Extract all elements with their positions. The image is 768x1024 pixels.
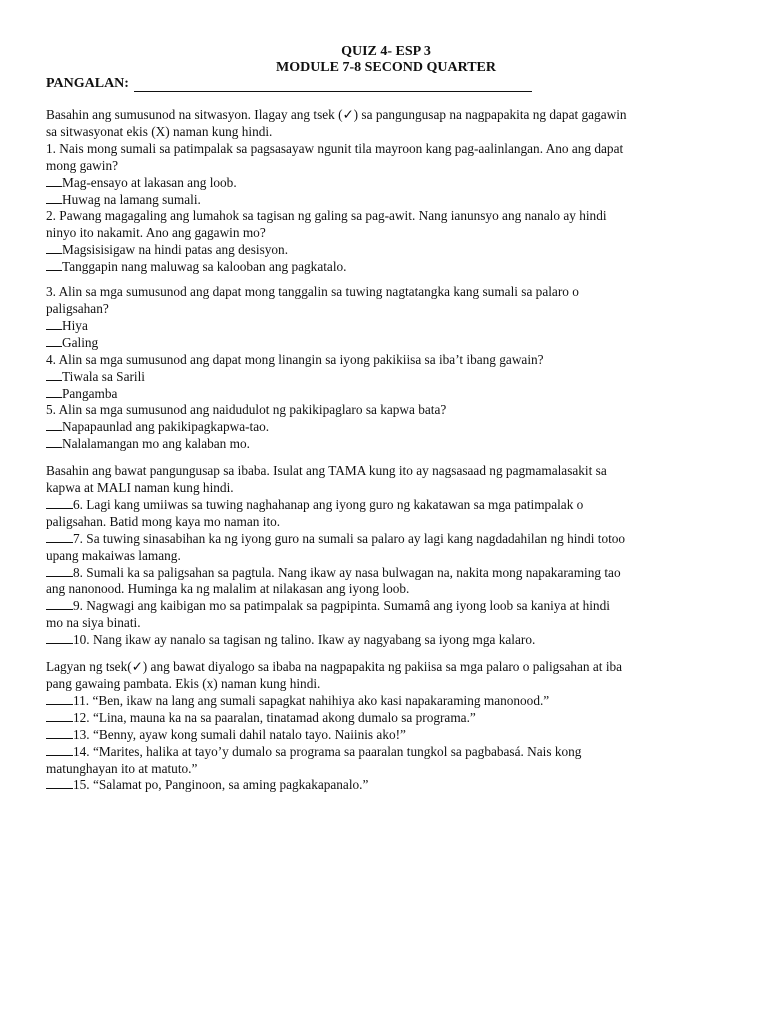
option-text: Hiya (62, 317, 88, 333)
part4-section (46, 659, 726, 794)
option-text: Tanggapin nang maluwag sa kalooban ang pagkatalo. (62, 259, 347, 275)
question-text: 13. “Benny, ayaw kong sumali dahil natalo tayo. Naiinis ako!” (73, 726, 406, 742)
question-4: 4. Alin sa mga sumusunod ang dapat mong linangin sa iyong pakikiisa sa iba’t ibang gawain? (46, 351, 544, 367)
part3-instructions-cont: kapwa at MALI naman kung hindi. (46, 480, 234, 496)
question-14 (46, 744, 726, 761)
question-8 (46, 565, 726, 582)
question-text: 15. “Salamat po, Panginoon, sa aming pagkakapanalo.” (73, 777, 369, 793)
question-5: 5. Alin sa mga sumusunod ang naidudulot ng pakikipaglaro sa kapwa bata? (46, 402, 447, 418)
q5-option-2 (46, 436, 726, 453)
name-row (46, 76, 726, 92)
answer-blank (46, 710, 73, 722)
answer-blank (46, 175, 62, 187)
option-text: Nalalamangan mo ang kalaban mo. (62, 436, 250, 452)
q3-option-1 (46, 318, 726, 335)
answer-blank (46, 744, 73, 756)
question-6-cont: paligsahan. Batid mong kaya mo naman ito. (46, 513, 281, 529)
question-text: 8. Sumali ka sa paligsahan sa pagtula. Nang ikaw ay nasa bulwagan na, nakita mong napakaraming tao (73, 564, 621, 580)
option-text: Mag-ensayo at lakasan ang loob. (62, 174, 237, 190)
q2-option-2 (46, 259, 726, 276)
quiz-subtitle: MODULE 7-8 SECOND QUARTER (275, 60, 497, 75)
name-blank-line (134, 78, 532, 92)
question-9 (46, 598, 726, 615)
question-1-cont: mong gawin? (46, 157, 119, 173)
q1-option-1 (46, 175, 726, 192)
question-6 (46, 497, 726, 514)
question-14-cont: matunghayan ito at matuto.” (46, 760, 198, 776)
question-10 (46, 632, 726, 649)
answer-blank (46, 242, 62, 254)
question-3-cont: paligsahan? (46, 300, 109, 316)
q1-option-2 (46, 192, 726, 209)
answer-blank (46, 727, 73, 739)
option-text: Huwag na lamang sumali. (62, 191, 201, 207)
part2-section (46, 284, 726, 453)
question-text: 6. Lagi kang umiiwas sa tuwing naghahanap ang iyong guro ng kakatawan sa mga patimpalak o (73, 496, 584, 512)
answer-blank (46, 531, 73, 543)
option-text: Magsisisigaw na hindi patas ang desisyon. (62, 242, 289, 258)
part3-section (46, 463, 726, 649)
quiz-header (46, 44, 726, 76)
answer-blank (46, 497, 73, 509)
question-text: 7. Sa tuwing sinasabihan ka ng iyong guro na sumali sa palaro ay lagi kang nagdadahilan ng hindi totoo (73, 530, 626, 546)
q5-option-1 (46, 419, 726, 436)
question-text: 12. “Lina, mauna ka na sa paaralan, tinatamad akong dumalo sa programa.” (73, 709, 476, 725)
answer-blank (46, 565, 73, 577)
question-12 (46, 710, 726, 727)
question-1: 1. Nais mong sumali sa patimpalak sa pagsasayaw ngunit tila mayroon kang pag-aalinlangan. Ano ang dapat (46, 140, 624, 156)
option-text: Napapaunlad ang pakikipagkapwa-tao. (62, 419, 270, 435)
part1-instructions: Basahin ang sumusunod na sitwasyon. Ilagay ang tsek (✓) sa pangungusap na nagpapakita ng dapat gagawin (46, 107, 627, 122)
part1-section (46, 107, 726, 276)
question-text: 14. “Marites, halika at tayo’y dumalo sa programa sa paaralan tungkol sa pagbabasá. Nais kong (73, 743, 582, 759)
answer-blank (46, 369, 62, 381)
q4-option-2 (46, 386, 726, 403)
q2-option-1 (46, 242, 726, 259)
question-text: 11. “Ben, ikaw na lang ang sumali sapagkat nahihiya ako kasi napakaraming manonood.” (73, 692, 550, 708)
answer-blank (46, 419, 62, 431)
part3-instructions: Basahin ang bawat pangungusap sa ibaba. Isulat ang TAMA kung ito ay nagsasaad ng pagmamalasakit sa (46, 463, 607, 479)
question-8-cont: ang nanonood. Huminga ka ng malalim at nilakasan ang iyong loob. (46, 581, 410, 597)
question-text: 10. Nang ikaw ay nanalo sa tagisan ng talino. Ikaw ay nagyabang sa iyong mga kalaro. (73, 632, 536, 648)
option-text: Galing (62, 334, 99, 350)
answer-blank (46, 777, 73, 789)
question-2: 2. Pawang magagaling ang lumahok sa tagisan ng galing sa pag-awit. Nang ianunsyo ang nanalo ay hindi (46, 208, 607, 224)
answer-blank (46, 259, 62, 271)
answer-blank (46, 318, 62, 330)
part4-instructions-cont: pang gawaing pambata. Ekis (x) naman kung hindi. (46, 676, 321, 691)
question-2-cont: ninyo ito nakamit. Ano ang gagawin mo? (46, 225, 266, 241)
question-7-cont: upang makaiwas lamang. (46, 547, 181, 563)
question-7 (46, 531, 726, 548)
part1-instructions-cont: sa sitwasyonat ekis (X) naman kung hindi. (46, 123, 273, 139)
q4-option-1 (46, 369, 726, 386)
question-13 (46, 727, 726, 744)
answer-blank (46, 335, 62, 347)
answer-blank (46, 436, 62, 448)
answer-blank (46, 693, 73, 705)
question-text: 9. Nagwagi ang kaibigan mo sa patimpalak sa pagpipinta. Sumamâ ang iyong loob sa kaniya at hindi (73, 598, 610, 614)
quiz-title: QUIZ 4- ESP 3 (341, 44, 431, 59)
question-15 (46, 777, 726, 794)
question-9-cont: mo na siya binati. (46, 615, 141, 631)
answer-blank (46, 386, 62, 398)
q3-option-2 (46, 335, 726, 352)
option-text: Pangamba (62, 385, 118, 401)
option-text: Tiwala sa Sarili (62, 368, 145, 384)
quiz-page (46, 44, 726, 794)
answer-blank (46, 632, 73, 644)
name-label: PANGALAN: (46, 76, 129, 91)
question-11 (46, 693, 726, 710)
answer-blank (46, 598, 73, 610)
question-3: 3. Alin sa mga sumusunod ang dapat mong tanggalin sa tuwing nagtatangka kang sumali sa palaro o (46, 284, 579, 300)
part4-instructions: Lagyan ng tsek(✓) ang bawat diyalogo sa ibaba na nagpapakita ng pakiisa sa mga palaro o paligsahan at iba (46, 659, 623, 675)
answer-blank (46, 192, 62, 204)
